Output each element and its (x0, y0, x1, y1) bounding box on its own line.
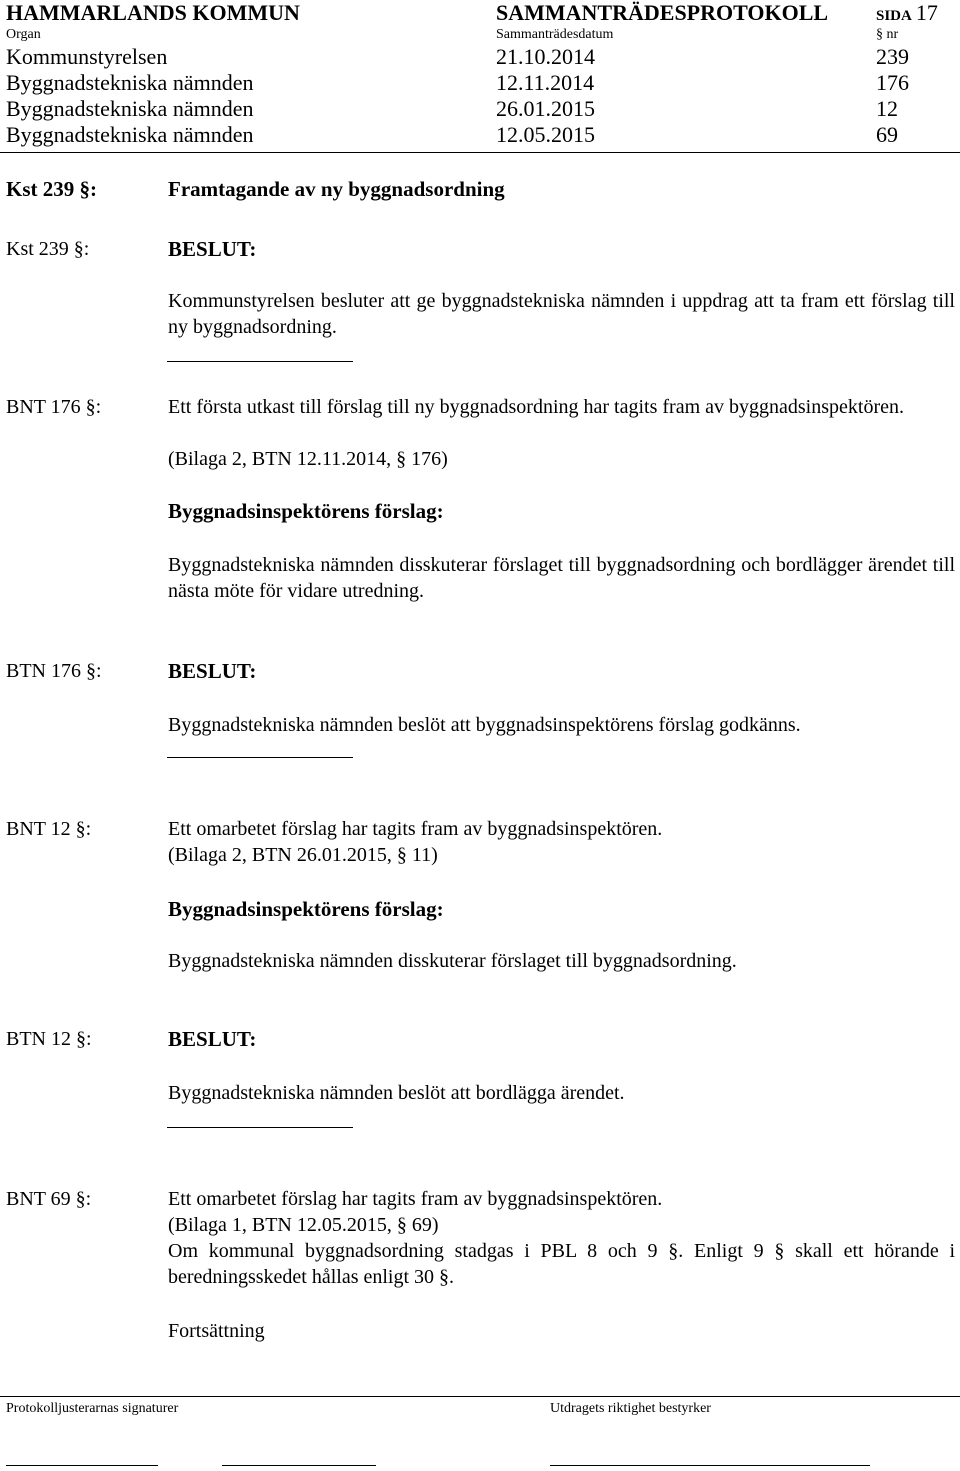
header-row-nr: 69 (876, 122, 898, 147)
municipality-name: HAMMARLANDS KOMMUN (6, 0, 300, 25)
header-row-organ: Byggnadstekniska nämnden (6, 96, 254, 121)
decision-heading: BESLUT: (168, 1027, 257, 1051)
header-row-date: 12.11.2014 (496, 70, 595, 95)
separator-line (167, 757, 353, 758)
column-header-nr: § nr (876, 27, 899, 42)
signature-line (6, 1465, 158, 1466)
decision-text: Byggnadstekniska nämnden beslöt att bordlägga ärendet. (168, 1082, 625, 1104)
proposal-text: Byggnadstekniska nämnden disskuterar förslaget till byggnadsordning. (168, 950, 737, 972)
header-row-date: 26.01.2015 (496, 96, 595, 121)
section-label: BNT 176 §: (6, 396, 102, 418)
header-row-organ: Byggnadstekniska nämnden (6, 70, 254, 95)
decision-heading: BESLUT: (168, 659, 257, 683)
section-text: Ett första utkast till förslag till ny byggnadsordning har tagits fram av byggnadsinspektören. (168, 396, 904, 418)
header-row-organ: Byggnadstekniska nämnden (6, 122, 254, 147)
page-number: 17 (915, 0, 938, 25)
section-text: Ett omarbetet förslag har tagits fram av byggnadsinspektören. (168, 818, 663, 840)
section-label: BNT 12 §: (6, 818, 92, 840)
certified-label: Utdragets riktighet bestyrker (550, 1401, 711, 1416)
continuation-note: Fortsättning (168, 1320, 265, 1342)
header-row-nr: 176 (876, 70, 909, 95)
proposal-heading: Byggnadsinspektörens förslag: (168, 499, 444, 523)
attachment-reference: (Bilaga 2, BTN 12.11.2014, § 176) (168, 448, 448, 470)
proposal-text: Byggnadstekniska nämnden disskuterar förslaget till byggnadsordning och bordlägger ärendet till nästa möte för vidare utredning. (168, 554, 955, 602)
separator-line (167, 361, 353, 362)
header-row-nr: 239 (876, 44, 909, 69)
footer-rule (0, 1396, 960, 1397)
header-rule (0, 152, 960, 153)
case-title: Framtagande av ny byggnadsordning (168, 177, 505, 201)
attachment-reference: (Bilaga 2, BTN 26.01.2015, § 11) (168, 844, 438, 866)
page-label: SIDA (876, 8, 912, 24)
certification-line (550, 1465, 870, 1466)
section-label: Kst 239 §: (6, 238, 90, 260)
proposal-heading: Byggnadsinspektörens förslag: (168, 897, 444, 921)
section-label: BTN 12 §: (6, 1028, 92, 1050)
header-row-nr: 12 (876, 96, 898, 121)
header-row-organ: Kommunstyrelsen (6, 44, 168, 69)
decision-text: Byggnadstekniska nämnden beslöt att byggnadsinspektörens förslag godkänns. (168, 714, 801, 736)
section-label: BNT 69 §: (6, 1188, 92, 1210)
header-row-date: 12.05.2015 (496, 122, 595, 147)
signature-line (222, 1465, 376, 1466)
decision-text: Kommunstyrelsen besluter att ge byggnadstekniska nämnden i uppdrag att ta fram ett förslag till ny byggnadsordning. (168, 290, 955, 338)
attachment-reference: (Bilaga 1, BTN 12.05.2015, § 69) (168, 1214, 439, 1236)
section-text: Om kommunal byggnadsordning stadgas i PBL 8 och 9 §. Enligt 9 § skall ett hörande i beredningsskedet hållas enligt 30 §. (168, 1240, 955, 1288)
column-header-organ: Organ (6, 27, 41, 42)
signatures-label: Protokolljusterarnas signaturer (6, 1401, 179, 1416)
separator-line (167, 1127, 353, 1128)
section-label: Kst 239 §: (6, 177, 97, 201)
page-indicator (876, 0, 938, 26)
protocol-title: SAMMANTRÄDESPROTOKOLL (496, 0, 829, 25)
decision-heading: BESLUT: (168, 237, 257, 261)
header-row-date: 21.10.2014 (496, 44, 595, 69)
section-label: BTN 176 §: (6, 660, 102, 682)
column-header-date: Sammanträdesdatum (496, 27, 614, 42)
section-text: Ett omarbetet förslag har tagits fram av byggnadsinspektören. (168, 1188, 663, 1210)
